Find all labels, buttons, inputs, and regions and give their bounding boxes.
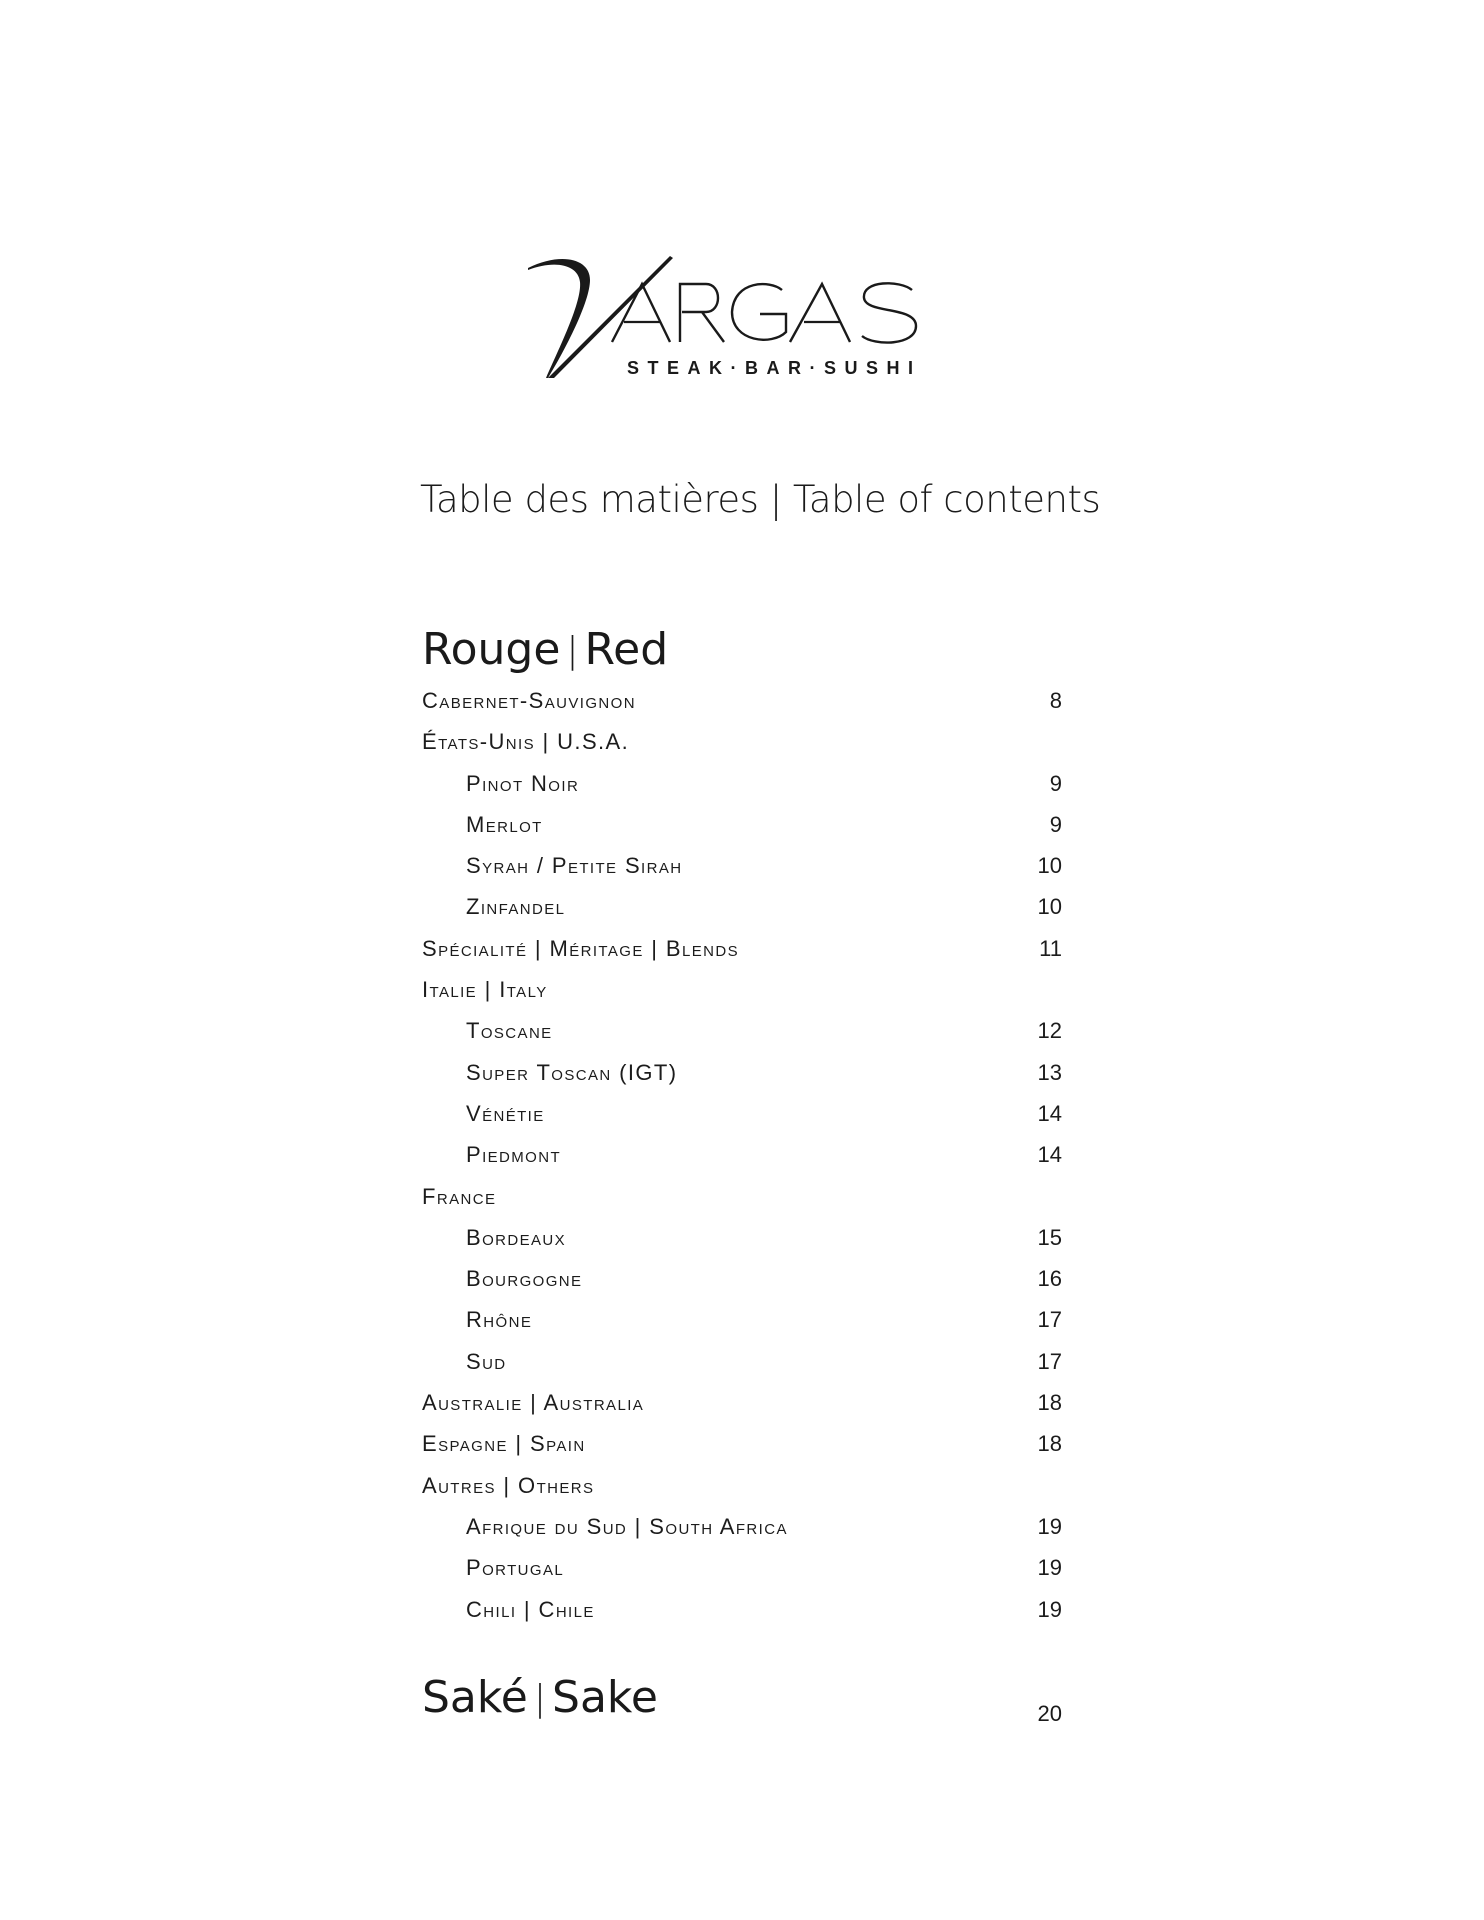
page-number: 14 bbox=[1037, 1142, 1062, 1168]
toc-entry[interactable] bbox=[422, 680, 1062, 721]
toc-entry[interactable] bbox=[422, 1093, 1062, 1134]
toc-entry[interactable] bbox=[422, 845, 1062, 886]
toc-entry[interactable] bbox=[422, 1176, 1062, 1217]
toc-entry-label: Autres | Others bbox=[422, 1472, 595, 1498]
toc-entry[interactable] bbox=[422, 886, 1062, 927]
page-number: 16 bbox=[1037, 1266, 1062, 1292]
toc-entry[interactable] bbox=[422, 928, 1062, 969]
toc-entry[interactable] bbox=[422, 721, 1062, 762]
toc-entry[interactable] bbox=[422, 763, 1062, 804]
table-of-contents bbox=[422, 620, 1062, 1728]
heading-separator: | bbox=[533, 1677, 547, 1719]
section-heading-sake[interactable] bbox=[422, 1668, 1062, 1728]
page-number: 10 bbox=[1037, 853, 1062, 879]
page-number: 17 bbox=[1037, 1307, 1062, 1333]
toc-entry-label: États-Unis | U.S.A. bbox=[422, 729, 630, 755]
toc-entry-label: Merlot bbox=[466, 811, 543, 837]
toc-entry-label: Bourgogne bbox=[466, 1266, 583, 1292]
toc-entry[interactable] bbox=[422, 804, 1062, 845]
page-number: 10 bbox=[1037, 894, 1062, 920]
toc-entry-label: Spécialité | Méritage | Blends bbox=[422, 935, 739, 961]
page-number: 18 bbox=[1037, 1431, 1062, 1457]
page-number: 12 bbox=[1037, 1018, 1062, 1044]
toc-entry[interactable] bbox=[422, 1465, 1062, 1506]
page-number: 11 bbox=[1039, 935, 1062, 961]
toc-entry-label: Cabernet-Sauvignon bbox=[422, 688, 636, 713]
toc-entry-label: Chili | Chile bbox=[466, 1596, 595, 1622]
toc-entry[interactable] bbox=[422, 1258, 1062, 1299]
vargas-tagline: STEAK·BAR·SUSHI bbox=[627, 358, 922, 378]
toc-entry[interactable] bbox=[422, 1010, 1062, 1051]
page-number: 9 bbox=[1049, 811, 1062, 837]
toc-entry[interactable] bbox=[422, 1589, 1062, 1630]
toc-entry-label: Syrah / Petite Sirah bbox=[466, 853, 683, 879]
section-heading-en: Sake bbox=[552, 1671, 658, 1723]
toc-entry-label: Super Toscan (IGT) bbox=[466, 1059, 678, 1085]
toc-entry-label: Vénétie bbox=[466, 1100, 545, 1126]
toc-entry-label: Australie | Australia bbox=[422, 1390, 645, 1416]
page-number: 15 bbox=[1037, 1224, 1062, 1250]
toc-entry-label: Espagne | Spain bbox=[422, 1431, 586, 1457]
toc-entry-label: Zinfandel bbox=[466, 894, 566, 920]
toc-entry-label: Rhône bbox=[466, 1307, 533, 1333]
section-heading-fr: Rouge bbox=[422, 624, 561, 675]
page-number: 13 bbox=[1037, 1059, 1062, 1085]
toc-entry-label: Sud bbox=[466, 1348, 507, 1374]
toc-entry[interactable] bbox=[422, 1382, 1062, 1423]
page-number: 19 bbox=[1037, 1513, 1062, 1539]
page-title: Table des matières | Table of contents bbox=[420, 478, 1101, 521]
section-heading-fr: Saké bbox=[422, 1671, 528, 1723]
toc-entry-label: Toscane bbox=[466, 1018, 553, 1044]
page-number: 19 bbox=[1037, 1555, 1062, 1581]
page-number: 17 bbox=[1037, 1348, 1062, 1374]
page-number: 9 bbox=[1049, 770, 1062, 796]
toc-entry[interactable] bbox=[422, 1299, 1062, 1340]
toc-entry-label: Portugal bbox=[466, 1555, 565, 1581]
page-number: 19 bbox=[1037, 1596, 1062, 1622]
toc-entry[interactable] bbox=[422, 1134, 1062, 1175]
red-entries-list bbox=[422, 680, 1062, 1630]
page-number: 14 bbox=[1037, 1100, 1062, 1126]
toc-entry[interactable] bbox=[422, 1217, 1062, 1258]
toc-entry[interactable] bbox=[422, 1506, 1062, 1547]
toc-entry[interactable] bbox=[422, 1341, 1062, 1382]
page-number: 8 bbox=[1049, 688, 1062, 713]
toc-entry-label: Piedmont bbox=[466, 1142, 562, 1168]
toc-entry[interactable] bbox=[422, 1423, 1062, 1464]
heading-separator: | bbox=[566, 630, 579, 671]
section-heading-red bbox=[422, 620, 1062, 680]
toc-entry[interactable] bbox=[422, 969, 1062, 1010]
page-number: 20 bbox=[1037, 1700, 1062, 1726]
toc-entry-label: Pinot Noir bbox=[466, 770, 580, 796]
toc-entry-label: France bbox=[422, 1183, 497, 1209]
toc-entry-label: Bordeaux bbox=[466, 1224, 567, 1250]
toc-entry-label: Italie | Italy bbox=[422, 977, 548, 1003]
toc-entry[interactable] bbox=[422, 1547, 1062, 1588]
toc-entry[interactable] bbox=[422, 1052, 1062, 1093]
toc-entry-label: Afrique du Sud | South Africa bbox=[466, 1513, 788, 1539]
section-heading-en: Red bbox=[584, 624, 669, 675]
page-number: 18 bbox=[1037, 1390, 1062, 1416]
